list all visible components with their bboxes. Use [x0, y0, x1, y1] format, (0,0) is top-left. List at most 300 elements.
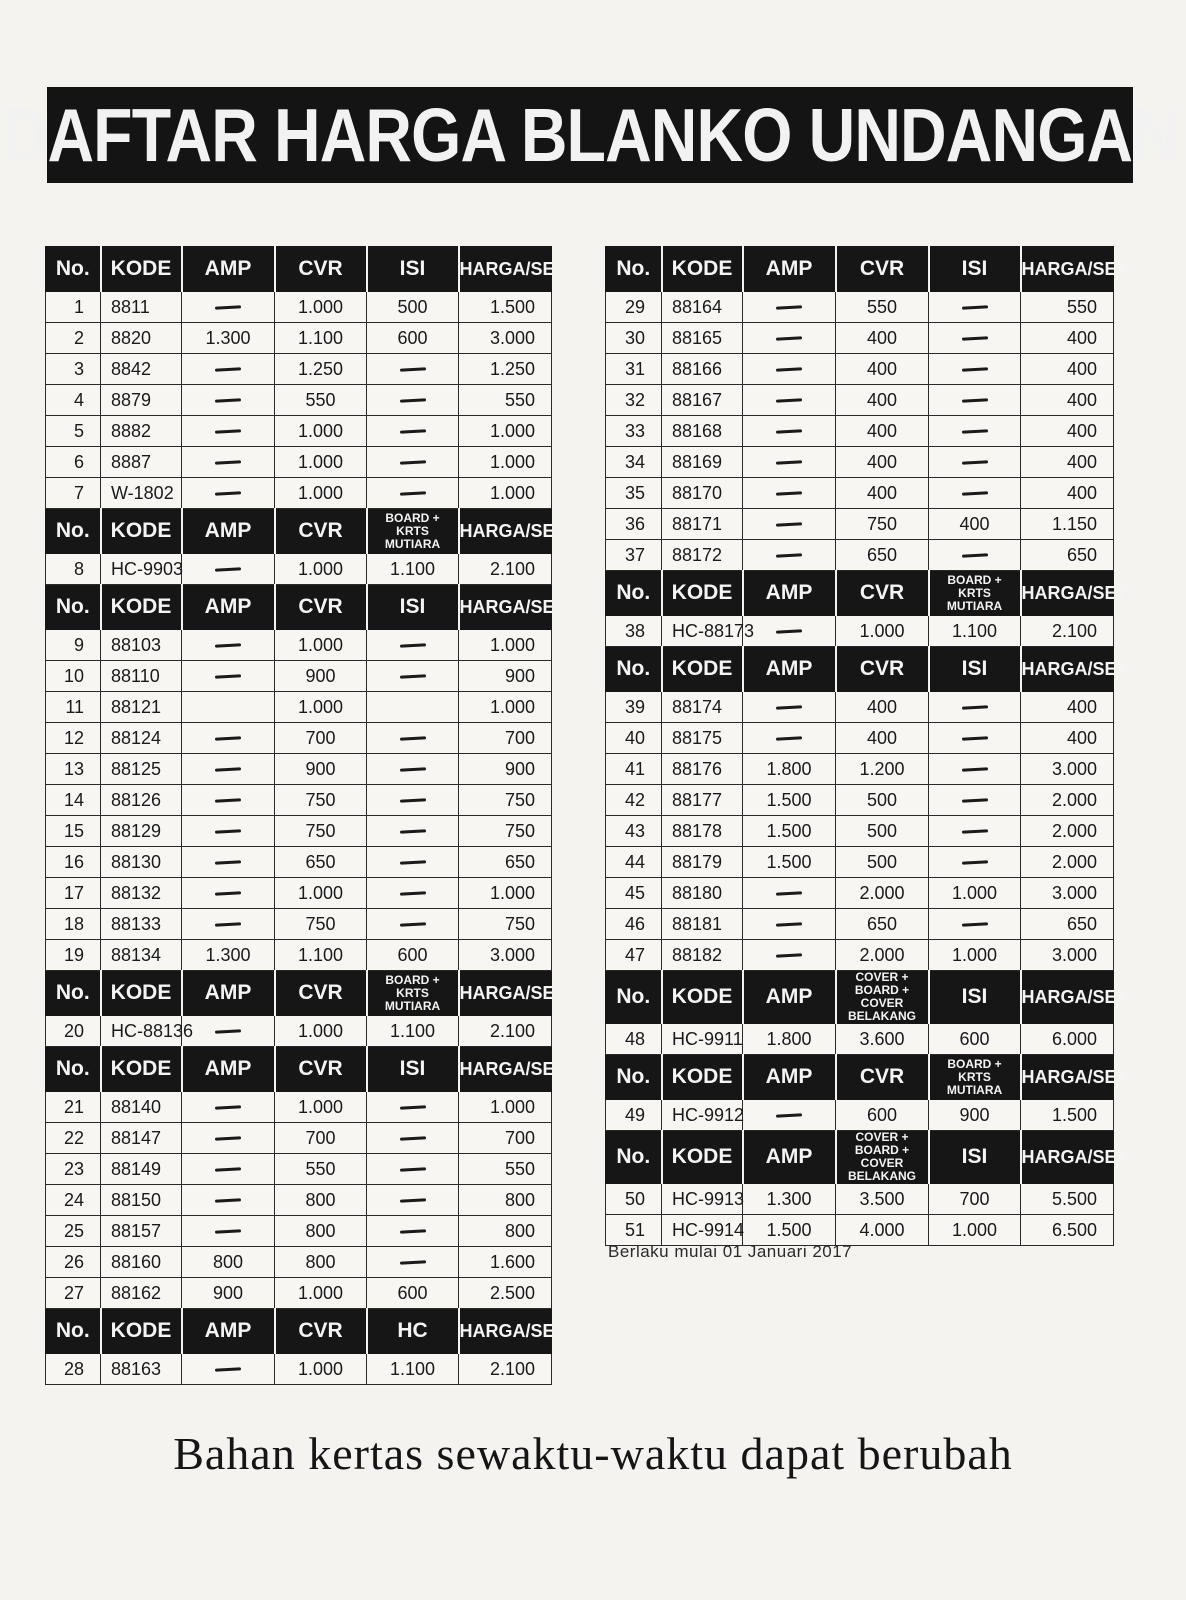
column-header: HC — [367, 1309, 459, 1354]
cell-harga: 400 — [1021, 385, 1114, 416]
column-header: AMP — [182, 1047, 275, 1092]
dash-mark — [215, 1030, 241, 1034]
cell-kode: 88165 — [662, 323, 743, 354]
cell-cvr: 1.000 — [836, 616, 929, 647]
cell-amp — [182, 354, 275, 385]
cell-kode: 88163 — [101, 1354, 182, 1385]
cell-kode: 88134 — [101, 940, 182, 971]
cell-isi — [929, 447, 1021, 478]
cell-isi — [367, 723, 459, 754]
cell-amp — [743, 692, 836, 723]
dash-mark — [776, 337, 802, 341]
cell-harga: 1.150 — [1021, 509, 1114, 540]
cell-amp: 1.500 — [743, 816, 836, 847]
column-header: HARGA/SET — [1021, 571, 1114, 616]
table-row — [46, 940, 552, 971]
column-header: HARGA/SET — [1021, 1131, 1114, 1184]
cell-no: 30 — [606, 323, 662, 354]
dash-mark — [399, 461, 425, 465]
cell-harga: 400 — [1021, 478, 1114, 509]
cell-isi — [929, 323, 1021, 354]
column-header: HARGA/SET — [459, 247, 552, 292]
cell-isi — [367, 416, 459, 447]
dash-mark — [215, 1368, 241, 1372]
cell-harga: 2.100 — [459, 1016, 552, 1047]
cell-amp — [743, 616, 836, 647]
dash-mark — [215, 861, 241, 865]
column-header: CVR — [836, 1055, 929, 1100]
column-header: AMP — [743, 1055, 836, 1100]
cell-amp — [743, 509, 836, 540]
dash-mark — [776, 554, 802, 558]
table-row — [606, 416, 1114, 447]
cell-kode: 88103 — [101, 630, 182, 661]
column-header: No. — [46, 1047, 101, 1092]
cell-kode: 88175 — [662, 723, 743, 754]
cell-harga: 6.000 — [1021, 1024, 1114, 1055]
column-header: AMP — [743, 571, 836, 616]
cell-isi — [367, 1123, 459, 1154]
validity-note: Berlaku mulai 01 Januari 2017 — [608, 1242, 853, 1261]
table-row — [606, 816, 1114, 847]
column-header: KODE — [101, 971, 182, 1016]
table-row — [606, 1184, 1114, 1215]
column-header: No. — [46, 509, 101, 554]
cell-harga: 1.000 — [459, 447, 552, 478]
table-row — [46, 878, 552, 909]
cell-isi — [929, 354, 1021, 385]
column-header: ISI — [929, 971, 1021, 1024]
cell-isi — [367, 909, 459, 940]
cell-kode: 88150 — [101, 1185, 182, 1216]
column-header: CVR — [836, 571, 929, 616]
column-header: CVR — [275, 1047, 367, 1092]
cell-cvr: 2.000 — [836, 878, 929, 909]
cell-no: 3 — [46, 354, 101, 385]
cell-cvr: 900 — [275, 661, 367, 692]
cell-isi — [367, 1185, 459, 1216]
column-header: AMP — [743, 647, 836, 692]
table-row — [606, 1100, 1114, 1131]
cell-harga: 3.000 — [1021, 754, 1114, 785]
cell-cvr: 550 — [836, 292, 929, 323]
table-row — [46, 692, 552, 723]
dash-mark — [399, 768, 425, 772]
column-header: KODE — [662, 971, 743, 1024]
table-row — [606, 940, 1114, 971]
cell-amp: 1.300 — [182, 940, 275, 971]
cell-kode: 88149 — [101, 1154, 182, 1185]
cell-amp — [743, 940, 836, 971]
dash-mark — [776, 368, 802, 372]
dash-mark — [399, 644, 425, 648]
dash-mark — [399, 1137, 425, 1141]
cell-harga: 400 — [1021, 723, 1114, 754]
table-row — [606, 540, 1114, 571]
cell-isi — [929, 847, 1021, 878]
cell-no: 44 — [606, 847, 662, 878]
table-row — [606, 323, 1114, 354]
cell-cvr: 700 — [275, 1123, 367, 1154]
column-header: KODE — [101, 585, 182, 630]
cell-isi — [367, 1247, 459, 1278]
cell-harga: 1.000 — [459, 692, 552, 723]
cell-isi — [367, 354, 459, 385]
cell-amp: 1.500 — [743, 785, 836, 816]
cell-harga: 2.500 — [459, 1278, 552, 1309]
cell-kode: W-1802 — [101, 478, 182, 509]
cell-kode: 88167 — [662, 385, 743, 416]
dash-mark — [776, 923, 802, 927]
cell-amp: 900 — [182, 1278, 275, 1309]
header-row — [46, 1047, 552, 1092]
cell-amp — [743, 385, 836, 416]
column-header: ISI — [367, 585, 459, 630]
cell-isi — [929, 723, 1021, 754]
table-row — [46, 1123, 552, 1154]
dash-mark — [776, 1114, 802, 1118]
cell-amp — [182, 909, 275, 940]
cell-isi — [367, 478, 459, 509]
table-row — [606, 692, 1114, 723]
column-header: KODE — [662, 1131, 743, 1184]
cell-kode: 88174 — [662, 692, 743, 723]
table-row — [606, 447, 1114, 478]
cell-harga: 3.000 — [1021, 940, 1114, 971]
cell-kode: 88182 — [662, 940, 743, 971]
cell-kode: 88121 — [101, 692, 182, 723]
cell-cvr: 600 — [836, 1100, 929, 1131]
dash-mark — [215, 368, 241, 372]
cell-isi — [367, 447, 459, 478]
cell-amp: 1.500 — [743, 847, 836, 878]
column-header: AMP — [182, 971, 275, 1016]
cell-isi: 1.100 — [367, 554, 459, 585]
cell-harga: 1.500 — [459, 292, 552, 323]
column-header: CVR — [275, 1309, 367, 1354]
cell-amp — [182, 692, 275, 723]
cell-no: 15 — [46, 816, 101, 847]
column-header: BOARD + KRTS MUTIARA — [367, 971, 459, 1016]
table-row — [46, 1278, 552, 1309]
table-row — [46, 1247, 552, 1278]
cell-amp — [182, 661, 275, 692]
cell-kode: 88171 — [662, 509, 743, 540]
cell-harga: 1.000 — [459, 630, 552, 661]
cell-no: 14 — [46, 785, 101, 816]
cell-amp — [182, 1092, 275, 1123]
dash-mark — [776, 492, 802, 496]
cell-cvr: 1.000 — [275, 692, 367, 723]
table-row — [46, 1092, 552, 1123]
cell-isi — [367, 1092, 459, 1123]
cell-harga: 1.000 — [459, 478, 552, 509]
cell-kode: 8820 — [101, 323, 182, 354]
cell-kode: 88170 — [662, 478, 743, 509]
cell-no: 18 — [46, 909, 101, 940]
dash-mark — [776, 399, 802, 403]
dash-mark — [399, 923, 425, 927]
cell-no: 27 — [46, 1278, 101, 1309]
cell-cvr: 500 — [836, 816, 929, 847]
cell-amp: 1.300 — [743, 1184, 836, 1215]
cell-isi: 700 — [929, 1184, 1021, 1215]
cell-cvr: 650 — [836, 909, 929, 940]
cell-no: 9 — [46, 630, 101, 661]
table-row — [46, 354, 552, 385]
dash-mark — [215, 492, 241, 496]
cell-cvr: 1.000 — [275, 554, 367, 585]
cell-harga: 750 — [459, 785, 552, 816]
column-header: KODE — [662, 1055, 743, 1100]
cell-isi: 600 — [367, 1278, 459, 1309]
cell-amp — [182, 478, 275, 509]
column-header: ISI — [929, 1131, 1021, 1184]
cell-kode: 88133 — [101, 909, 182, 940]
cell-no: 1 — [46, 292, 101, 323]
cell-isi — [367, 385, 459, 416]
cell-kode: 88162 — [101, 1278, 182, 1309]
cell-harga: 1.000 — [459, 1092, 552, 1123]
dash-mark — [961, 306, 987, 310]
cell-no: 49 — [606, 1100, 662, 1131]
table-row — [606, 509, 1114, 540]
cell-cvr: 400 — [836, 447, 929, 478]
cell-kode: HC-9912 — [662, 1100, 743, 1131]
column-header: ISI — [929, 247, 1021, 292]
cell-kode: 88140 — [101, 1092, 182, 1123]
cell-kode: HC-9911 — [662, 1024, 743, 1055]
cell-isi: 1.100 — [929, 616, 1021, 647]
column-header: HARGA/SET — [1021, 247, 1114, 292]
cell-kode: HC-9914 — [662, 1215, 743, 1246]
cell-no: 7 — [46, 478, 101, 509]
cell-amp — [182, 1216, 275, 1247]
cell-no: 4 — [46, 385, 101, 416]
column-header: No. — [606, 647, 662, 692]
cell-cvr: 2.000 — [836, 940, 929, 971]
dash-mark — [776, 430, 802, 434]
table-row — [606, 878, 1114, 909]
cell-amp: 800 — [182, 1247, 275, 1278]
cell-isi: 900 — [929, 1100, 1021, 1131]
cell-kode: 88178 — [662, 816, 743, 847]
cell-kode: HC-88173 — [662, 616, 743, 647]
column-header: AMP — [743, 1131, 836, 1184]
cell-kode: 88176 — [662, 754, 743, 785]
cell-cvr: 1.000 — [275, 630, 367, 661]
cell-cvr: 3.600 — [836, 1024, 929, 1055]
cell-kode: 88124 — [101, 723, 182, 754]
column-header: AMP — [182, 1309, 275, 1354]
cell-isi — [929, 692, 1021, 723]
cell-cvr: 500 — [836, 847, 929, 878]
cell-cvr: 400 — [836, 323, 929, 354]
cell-isi — [367, 630, 459, 661]
dash-mark — [399, 675, 425, 679]
dash-mark — [399, 1261, 425, 1265]
cell-harga: 900 — [459, 661, 552, 692]
cell-amp — [743, 478, 836, 509]
cell-isi — [929, 785, 1021, 816]
column-header: CVR — [836, 247, 929, 292]
cell-cvr: 1.000 — [275, 1092, 367, 1123]
cell-harga: 650 — [1021, 540, 1114, 571]
cell-kode: 8811 — [101, 292, 182, 323]
cell-kode: 88180 — [662, 878, 743, 909]
cell-no: 45 — [606, 878, 662, 909]
cell-no: 50 — [606, 1184, 662, 1215]
dash-mark — [215, 644, 241, 648]
cell-amp — [182, 1154, 275, 1185]
table-row — [46, 1354, 552, 1385]
cell-cvr: 400 — [836, 354, 929, 385]
cell-isi — [367, 816, 459, 847]
cell-isi — [367, 847, 459, 878]
cell-kode: 88125 — [101, 754, 182, 785]
cell-kode: 88132 — [101, 878, 182, 909]
dash-mark — [215, 306, 241, 310]
cell-isi: 1.100 — [367, 1354, 459, 1385]
cell-amp — [182, 416, 275, 447]
cell-cvr: 750 — [275, 909, 367, 940]
dash-mark — [961, 799, 987, 803]
cell-no: 51 — [606, 1215, 662, 1246]
cell-kode: 88177 — [662, 785, 743, 816]
dash-mark — [961, 923, 987, 927]
column-header: HARGA/SET — [459, 1047, 552, 1092]
cell-harga: 3.000 — [1021, 878, 1114, 909]
cell-harga: 400 — [1021, 447, 1114, 478]
table-row — [606, 909, 1114, 940]
cell-amp: 1.300 — [182, 323, 275, 354]
cell-harga: 550 — [459, 385, 552, 416]
dash-mark — [215, 923, 241, 927]
column-header: CVR — [275, 247, 367, 292]
dash-mark — [399, 492, 425, 496]
table-row — [46, 785, 552, 816]
cell-no: 20 — [46, 1016, 101, 1047]
cell-amp — [182, 292, 275, 323]
cell-amp — [182, 554, 275, 585]
cell-isi — [367, 878, 459, 909]
table-row — [606, 847, 1114, 878]
table-row — [46, 1185, 552, 1216]
cell-kode: 88147 — [101, 1123, 182, 1154]
cell-no: 36 — [606, 509, 662, 540]
cell-amp — [182, 723, 275, 754]
cell-no: 23 — [46, 1154, 101, 1185]
header-row — [46, 971, 552, 1016]
table-row — [46, 416, 552, 447]
cell-kode: 88169 — [662, 447, 743, 478]
cell-harga: 2.000 — [1021, 847, 1114, 878]
dash-mark — [961, 399, 987, 403]
column-header: KODE — [662, 571, 743, 616]
cell-no: 37 — [606, 540, 662, 571]
dash-mark — [215, 1137, 241, 1141]
cell-amp — [182, 785, 275, 816]
cell-kode: 88130 — [101, 847, 182, 878]
column-header: No. — [46, 247, 101, 292]
cell-no: 33 — [606, 416, 662, 447]
table-row — [606, 385, 1114, 416]
dash-mark — [399, 368, 425, 372]
cell-kode: HC-9903 — [101, 554, 182, 585]
column-header: AMP — [182, 509, 275, 554]
cell-no: 2 — [46, 323, 101, 354]
cell-amp — [182, 816, 275, 847]
cell-no: 12 — [46, 723, 101, 754]
cell-kode: 88181 — [662, 909, 743, 940]
header-row — [606, 247, 1114, 292]
table-row — [606, 354, 1114, 385]
page-title-text: DAFTAR HARGA BLANKO UNDANGAN — [1, 93, 1179, 177]
dash-mark — [215, 1168, 241, 1172]
cell-cvr: 500 — [836, 785, 929, 816]
cell-harga: 400 — [1021, 323, 1114, 354]
column-header: KODE — [662, 247, 743, 292]
cell-no: 46 — [606, 909, 662, 940]
cell-harga: 1.500 — [1021, 1100, 1114, 1131]
cell-cvr: 550 — [275, 1154, 367, 1185]
cell-no: 17 — [46, 878, 101, 909]
cell-cvr: 750 — [275, 785, 367, 816]
column-header: CVR — [275, 971, 367, 1016]
table-row — [46, 630, 552, 661]
dash-mark — [399, 430, 425, 434]
dash-mark — [961, 737, 987, 741]
column-header: BOARD + KRTS MUTIARA — [929, 1055, 1021, 1100]
table-row — [606, 478, 1114, 509]
cell-harga: 550 — [1021, 292, 1114, 323]
table-row — [606, 723, 1114, 754]
header-row — [606, 647, 1114, 692]
column-header: AMP — [182, 247, 275, 292]
column-header: COVER + BOARD + COVER BELAKANG — [836, 971, 929, 1024]
table-row — [46, 909, 552, 940]
cell-no: 39 — [606, 692, 662, 723]
cell-no: 35 — [606, 478, 662, 509]
cell-amp — [743, 540, 836, 571]
column-header: HARGA/SET — [1021, 1055, 1114, 1100]
cell-cvr: 1.100 — [275, 940, 367, 971]
cell-harga: 400 — [1021, 692, 1114, 723]
dash-mark — [399, 1199, 425, 1203]
column-header: KODE — [101, 1309, 182, 1354]
cell-no: 24 — [46, 1185, 101, 1216]
cell-isi — [367, 754, 459, 785]
column-header: HARGA/SET — [459, 971, 552, 1016]
cell-no: 6 — [46, 447, 101, 478]
cell-kode: 88160 — [101, 1247, 182, 1278]
cell-harga: 750 — [459, 909, 552, 940]
cell-harga: 2.100 — [1021, 616, 1114, 647]
cell-amp — [182, 1354, 275, 1385]
cell-amp — [182, 447, 275, 478]
cell-no: 5 — [46, 416, 101, 447]
dash-mark — [961, 492, 987, 496]
cell-cvr: 1.000 — [275, 1354, 367, 1385]
table-row — [46, 554, 552, 585]
cell-isi — [929, 540, 1021, 571]
cell-cvr: 1.000 — [275, 447, 367, 478]
cell-harga: 800 — [459, 1185, 552, 1216]
table-row — [46, 385, 552, 416]
cell-harga: 1.600 — [459, 1247, 552, 1278]
column-header: CVR — [275, 509, 367, 554]
cell-kode: 88179 — [662, 847, 743, 878]
